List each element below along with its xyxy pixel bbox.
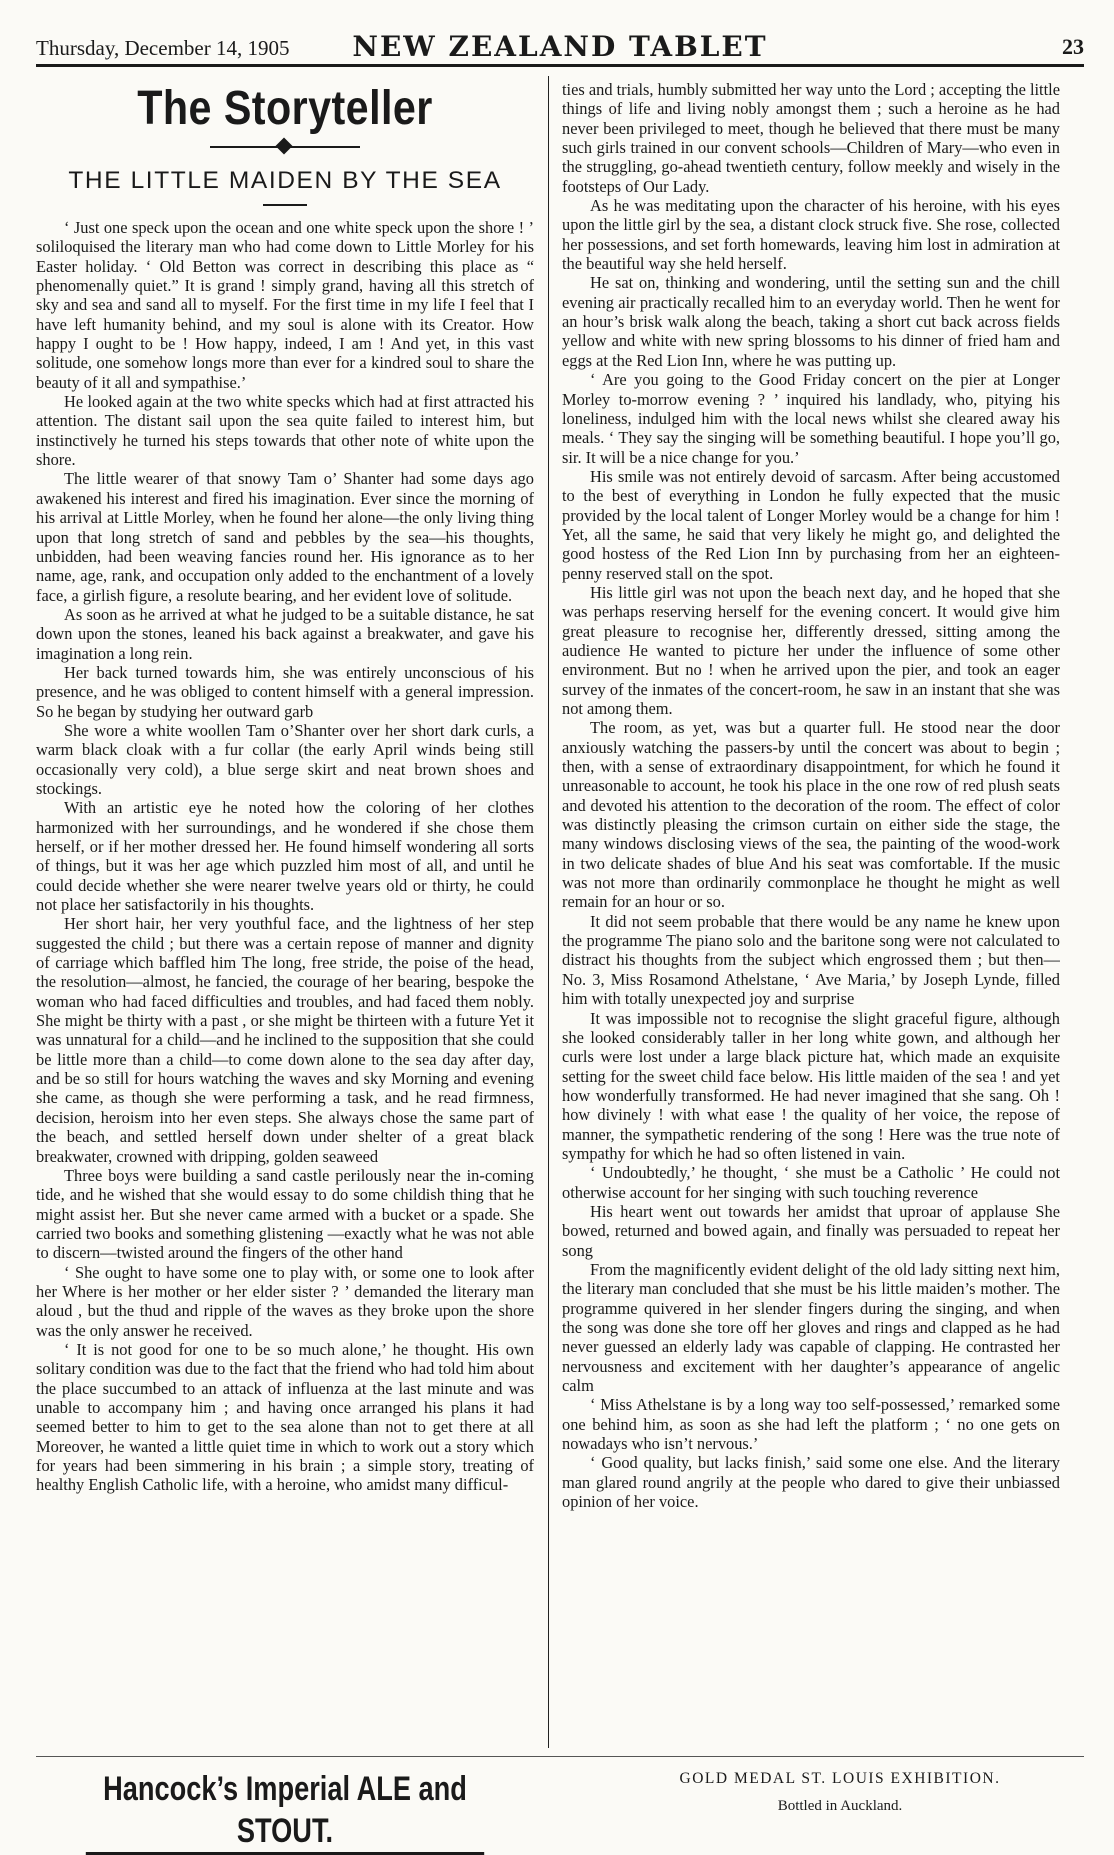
hancocks-ale-advert: Hancock’s Imperial ALE and STOUT. [86,1768,484,1855]
paragraph: His smile was not entirely devoid of sarcasm. After being accustomed to the best of everything in London he fully expected that the music provided by the local talent of Longer Morley would be a change for him ! Yet, all the same, he said that very likely he might go, and delighted the good hostess of the Red Lion Inn by purchasing from her an eighteen-penny reserved stall on the spot. [562,466,1060,583]
column-divider [548,76,549,1748]
paragraph: He looked again at the two white specks which had at first attracted his attention. The distant sail upon the sea quite failed to interest him, but instinctively he turned his steps towards that other note of white upon the shore. [36,392,534,470]
paragraph: The room, as yet, was but a quarter full. He stood near the door anxiously watching the passers-by until the concert was about to begin ; then, with a sense of extraordinary disappointment, for which he found it unreasonable to account, he took his place in the one row of red plush seats and devoted his attention to the decoration of the room. The effect of color was distinctly pleasing the crimson curtain on either side the stage, the many windows disclosing views of the sea, the painting of the wood-work in two delicate shades of blue And his seat was comfortable. If the music was not more than ordinarily commonplace he thought he might as well remain for an hour or so. [562,718,1060,912]
masthead [36,30,1084,67]
gold-medal-advert [640,1770,1040,1815]
paragraph: Her back turned towards him, she was entirely unconscious of his presence, and he was obliged to content himself with a general impression. So he began by studying her outward garb [36,662,534,721]
advert-rule [36,1756,1084,1757]
newspaper-title: NEW ZEALAND TABLET [352,30,768,63]
paragraph: ties and trials, humbly submitted her way unto the Lord ; accepting the little things of life and living nobly amongst them ; such a heroine as he had never been privileged to meet, though he believed that there must be many such girls trained in our convent schools—Children of Mary—who even in the struggling, go-ahead twentieth century, follow meekly and wisely in the footsteps of Our Lady. [562,80,1060,196]
diamond-icon [276,138,293,155]
paragraph: ‘ Miss Athelstane is by a long way too self-possessed,’ remarked some one behind him, as soon as she had left the platform ; ‘ no one gets on nowadays who isn’t nervous.’ [562,1395,1060,1454]
advert-award-line: GOLD MEDAL ST. LOUIS EXHIBITION. [679,1770,1001,1787]
ornament-divider [210,140,360,154]
page-number: 23 [1062,34,1084,59]
paragraph: Three boys were building a sand castle perilously near the in-coming tide, and he wished that she would essay to do some childish thing that he might assist her. But she never came armed with a bucket or a spade. She carried two books and something glistening —exactly what he was not able to discern—twisted around the fingers of the other hand [36,1165,534,1263]
paragraph: Her short hair, her very youthful face, and the lightness of her step suggested the child ; but there was a certain repose of manner and dignity of carriage which baffled him The long, free stride, the poise of the head, the resolution—almost, he fancied, the courage of her bearing, bespoke the woman who had faced difficulties and troubles, and had faced them nobly. She might be thirty with a past , or she might be thirteen with a future Yet it was unnatural for a child—and he inclined to the supposition that she could be little more than a child—to come down alone to the sea day after day, and be so still for hours watching the waves and sky Morning and evening she came, as though she were performing a task, and he read firmness, decision, heroism into her even steps. She always chose the same part of the beach, and settled herself down under shelter of a great black breakwater, crowned with dripping, golden seaweed [36,914,534,1166]
paragraph: His heart went out towards her amidst that uproar of applause She bowed, returned and bowed again, and finally was persuaded to repeat her song [562,1201,1060,1260]
paragraph: ‘ Are you going to the Good Friday concert on the pier at Longer Morley to-morrow evening ? ’ inquired his landlady, who, pitying his loneliness, indulged him with the local news whilst she cleared away his meals. ‘ They say the singing will be something beautiful. I hope you’ll go, sir. It will be a nice change for you.’ [562,370,1060,467]
left-story-body [36,218,534,1495]
paragraph: ‘ She ought to have some one to play with, or some one to look after her Where is her mother or her elder sister ? ’ demanded the literary man aloud , but the thud and ripple of the waves as they broke upon the shore was the only answer he received. [36,1262,534,1340]
short-rule [263,204,307,206]
paragraph: ‘ Undoubtedly,’ he thought, ‘ she must be a Catholic ’ He could not otherwise account for her singing with such touching reverence [562,1163,1060,1202]
issue-date: Thursday, December 14, 1905 [36,36,290,60]
paragraph: ‘ It is not good for one to be so much alone,’ he thought. His own solitary condition was due to the fact that the friend who had told him about the place succumbed to an attack of influenza at the last minute and was unable to accompany him ; and having once arranged his plans it had seemed better to him to get to the sea alone than not to get there at all Moreover, he wanted a little quiet time in which to work out a story which for years had been simmering in his brain ; a simple story, treating of healthy English Catholic life, with a heroine, who amidst many difficul- [36,1339,534,1495]
right-column [562,80,1060,1744]
paragraph: ‘ Just one speck upon the ocean and one white speck upon the shore ! ’ soliloquised the literary man who had come down to Little Morley for his Easter holiday. ‘ Old Betton was correct in describing this place as “ phenomenally quiet.” It is grand ! simply grand, having all this stretch of sky and sea and sand all to myself. For the first time in my life I feel that I have left humanity behind, and my soul is alone with its Creator. How happy I ought to be ! How happy, indeed, I am ! And yet, in this vast solitude, one somehow longs more than ever for a kindred soul to share the beauty of it all and sympathise.’ [36,218,534,392]
paragraph: With an artistic eye he noted how the coloring of her clothes harmonized with her surroundings, and he wondered if she chose them herself, or if her mother dressed her. He found himself wondering all sorts of things, but it was her age which puzzled him most of all, and until he could decide whether she were nearer twelve years old or thirty, he could not place her satisfactorily in his thoughts. [36,798,534,915]
paragraph: From the magnificently evident delight of the old lady sitting next him, the literary man concluded that she must be his little maiden’s mother. The programme quivered in her slender fingers during the singing, and when the song was done she tore off her gloves and rings and clapped as he had never guessed an elderly lady was capable of clapping. He contrasted her nervousness and excitement with her daughter’s appearance of angelic calm [562,1259,1060,1396]
paragraph: ‘ Good quality, but lacks finish,’ said some one else. And the literary man glared round angrily at the people who dared to give their unbiassed opinion of her voice. [562,1453,1060,1512]
section-title: The Storyteller [137,82,433,135]
paragraph: It was impossible not to recognise the slight graceful figure, although she looked considerably taller in her long white gown, and although her curls were lost under a large black picture hat, which made an exquisite setting for the sweet child face below. His little maiden of the sea ! and yet how wonderfully transformed. He had never imagined that she sang. Oh ! how divinely ! with what ease ! the quality of her voice, the repose of manner, the sympathetic rendering of the song ! Here was the true note of sympathy for which he had so often listened in vain. [562,1008,1060,1163]
paragraph: His little girl was not upon the beach next day, and he hoped that she was perhaps reserving herself for the evening concert. It would give him great pleasure to recognise her, differently dressed, sitting among the audience He wanted to picture her under the influence of some other environment. But no ! when he arrived upon the pier, and took an eager survey of the inmates of the concert-room, he saw in an instant that she was not among them. [562,582,1060,718]
left-column [36,80,534,1744]
paragraph: As he was meditating upon the character of his heroine, with his eyes upon the little girl by the sea, a distant clock struck five. She rose, collected her possessions, and set forth homewards, leaving him lost in admiration at the beautiful way she held herself. [562,196,1060,274]
paragraph: As soon as he arrived at what he judged to be a suitable distance, he sat down upon the stones, leaned his back against a breakwater, and gave his imagination a long rein. [36,604,534,663]
paragraph: The little wearer of that snowy Tam o’ Shanter had some days ago awakened his interest and fired his imagination. Ever since the morning of his arrival at Little Morley, when he found her alone—the only living thing upon that long stretch of sand and pebbles by the sea—his thoughts, unbidden, had been weaving fancies round her. His ignorance as to her name, age, rank, and occupation only added to the enchantment of a lovely face, a girlish figure, a resolute bearing, and her evident love of solitude. [36,469,534,605]
paragraph: He sat on, thinking and wondering, until the setting sun and the chill evening air practically recalled him to an everyday world. Then he went for an hour’s brisk walk along the beach, taking a short cut back across fields yellow and white with new spring blossoms to his dinner of fried ham and eggs at the Red Lion Inn, where he was putting up. [562,273,1060,370]
paragraph: It did not seem probable that there would be any name he knew upon the programme The piano solo and the baritone song were not calculated to distract his thoughts from the subject which engrossed them ; but then—No. 3, Miss Rosamond Athelstane, ‘ Ave Maria,’ by Joseph Lynde, filled him with totally unexpected joy and surprise [562,911,1060,1009]
advert-bottled-line: Bottled in Auckland. [777,1798,903,1814]
story-headline: THE LITTLE MAIDEN BY THE SEA [68,167,502,194]
paragraph: She wore a white woollen Tam o’Shanter over her short dark curls, a warm black cloak with a fur collar (the early April winds being still occasionally very cold), a blue serge skirt and neat brown shoes and stockings. [36,720,534,798]
